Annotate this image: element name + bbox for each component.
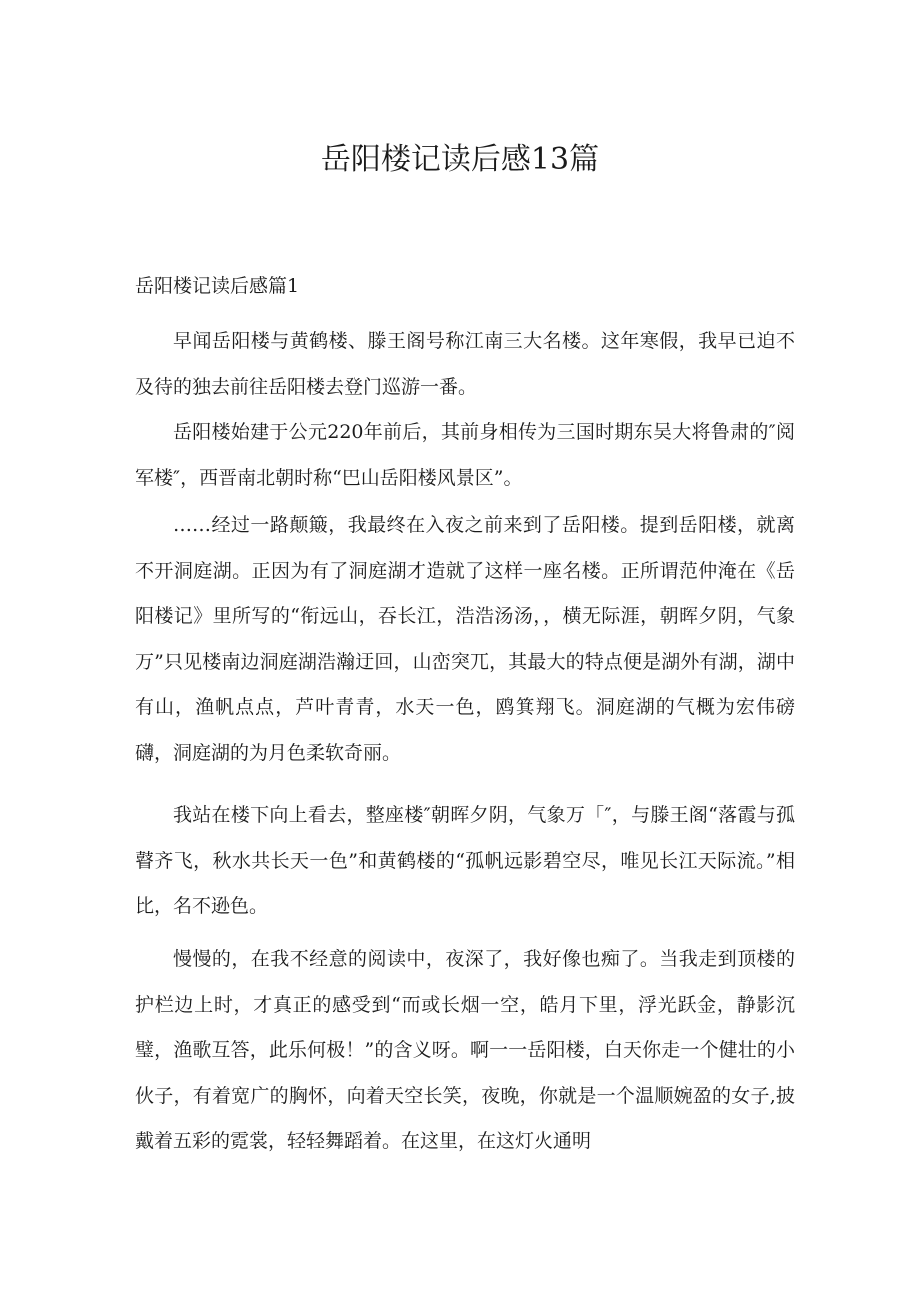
paragraph: ……经过一路颠簸，我最终在入夜之前来到了岳阳楼。提到岳阳楼，就离不开洞庭湖。正因为有了洞庭湖才造就了这样一座名楼。正所谓范仲淹在《岳阳楼记》里所写的“衔远山，吞长江，浩浩汤汤，，横无际涯，朝晖夕阴，气象万”只见楼南边洞庭湖浩瀚迂回，山峦突兀，其最大的特点便是湖外有湖，湖中有山，渔帆点点，芦叶青青，水天一色，鸥箕翔飞。洞庭湖的气概为宏伟磅礴，洞庭湖的为月色柔软奇丽。 [135, 514, 795, 764]
paragraph: 早闻岳阳楼与黄鹤楼、滕王阁号称江南三大名楼。这年寒假，我早已迫不及待的独去前往岳阳楼去登门巡游一番。 [135, 330, 795, 398]
paragraph: 我站在楼下向上看去，整座楼″朝晖夕阴，气象万「″，与滕王阁“落霞与孤瞽齐飞，秋水共长天一色”和黄鹤楼的“孤帆远影碧空尽，唯见长江天际流。”相比，名不逊色。 [135, 804, 795, 917]
paragraph: 慢慢的，在我不经意的阅读中，夜深了，我好像也痴了。当我走到顶楼的护栏边上时，才真正的感受到“而或长烟一空，皓月下里，浮光跃金，静影沉璧，渔歌互答，此乐何极！”的含义呀。啊一一岳阳楼，白天你走一个健壮的小伙子，有着宽广的胸怀，向着天空长笑，夜晚，你就是一个温顺婉盈的女子,披戴着五彩的霓裳，轻轻舞蹈着。在这里，在这灯火通明 [135, 948, 795, 1152]
section-heading: 岳阳楼记读后感篇1 [135, 275, 300, 297]
document-title: 岳阳楼记读后感13篇 [320, 142, 600, 177]
paragraph: 岳阳楼始建于公元220年前后，其前身相传为三国时期东吴大将鲁肃的″阅军楼″，西晋南北朝时称“巴山岳阳楼风景区”。 [135, 421, 795, 489]
